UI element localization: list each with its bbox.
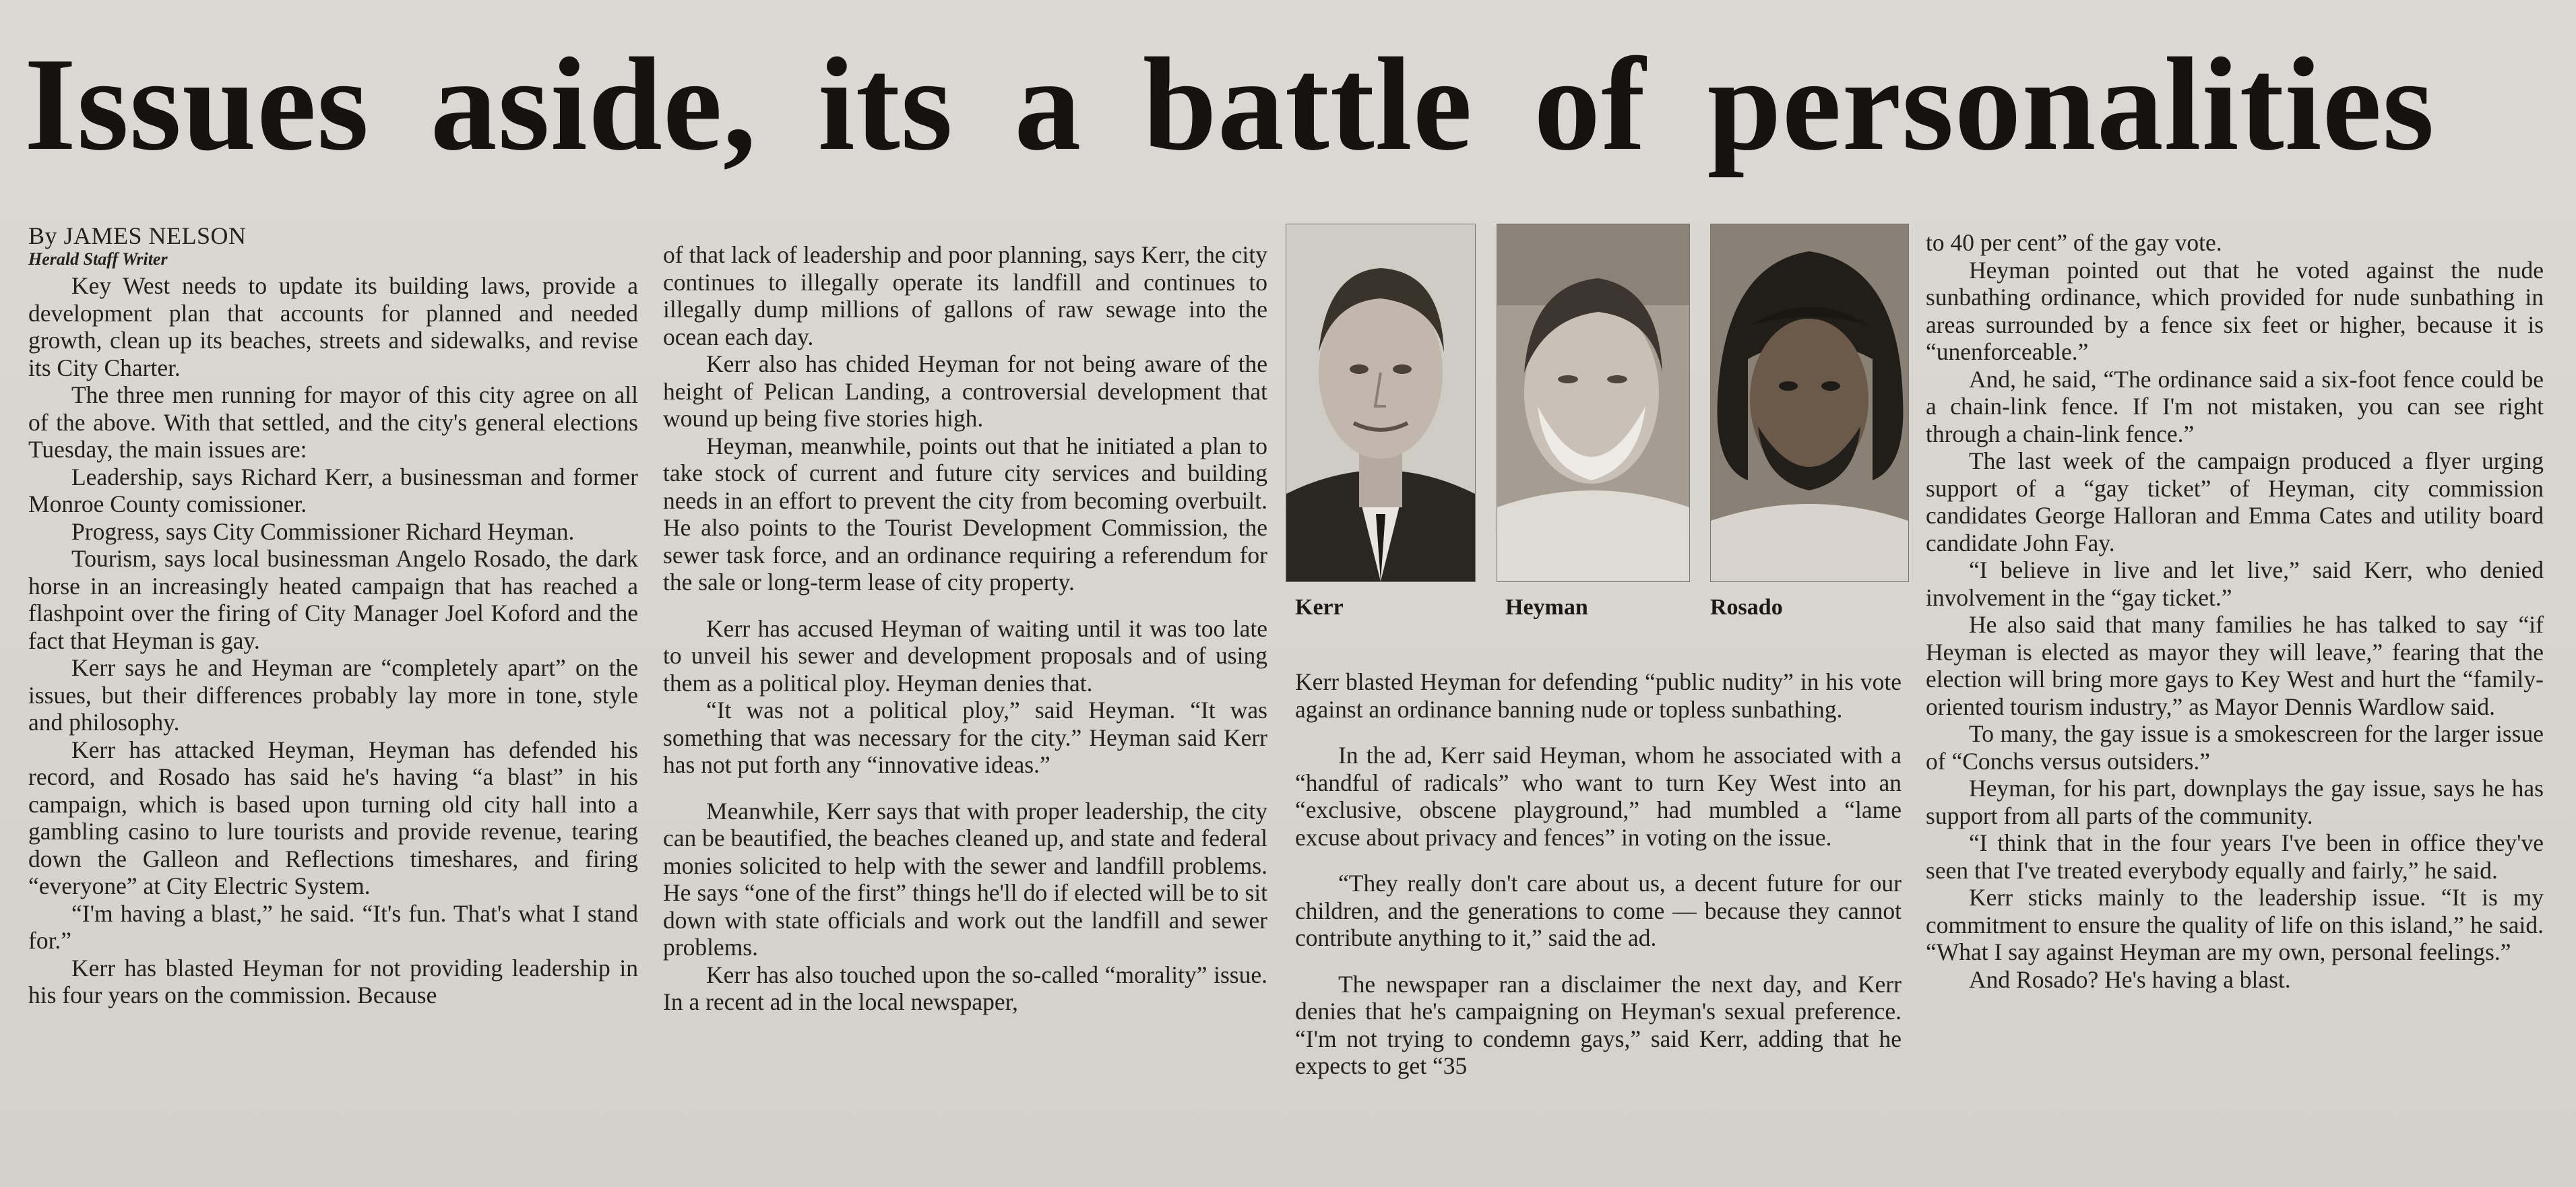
candidate-photos xyxy=(1286,224,1912,641)
paragraph: He also said that many families he has talked to say “if Heyman is elected as mayor they will leave,” fearing that the election will bring more gays to Key West and hurt the “family-oriented tourism industry,” as Mayor Dennis Wardlow said. xyxy=(1926,611,2544,720)
paragraph: And, he said, “The ordinance said a six-foot fence could be a chain-link fence. If I'm not mistaken, you can see right through a chain-link fence.” xyxy=(1926,365,2544,447)
paragraph: “I think that in the four years I've been in office they've seen that I've treated everybody equally and fairly,” he said. xyxy=(1926,829,2544,884)
staff-label: Herald Staff Writer xyxy=(28,249,168,269)
paragraph: “It was not a political ploy,” said Heyman. “It was something that was necessary for the city.” Heyman said Kerr has not put forth any “innovative ideas.” xyxy=(663,697,1267,778)
paragraph: To many, the gay issue is a smokescreen for the larger issue of “Conchs versus outsiders.” xyxy=(1926,720,2544,775)
portrait-heyman-image xyxy=(1497,224,1689,581)
byline: By JAMES NELSON xyxy=(28,222,247,249)
photo-caption-heyman: Heyman xyxy=(1505,595,1588,620)
photo-kerr xyxy=(1286,224,1476,582)
paragraph: The newspaper ran a disclaimer the next day, and Kerr denies that he's campaigning on Heyman's sexual preference. “I'm not trying to condemn gays,” said Kerr, adding that he expects to get “35 xyxy=(1295,970,1902,1079)
portrait-rosado-image xyxy=(1711,224,1908,581)
paragraph: “I believe in live and let live,” said Kerr, who denied involvement in the “gay ticket.” xyxy=(1926,556,2544,611)
paragraph: And Rosado? He's having a blast. xyxy=(1969,965,2291,993)
paragraph: The last week of the campaign produced a flyer urging support of a “gay ticket” of Heyman, city commission candidates George Halloran and Emma Cates and utility board candidate John Fay. xyxy=(1926,447,2544,556)
headline: Issues aside, its a battle of personalities xyxy=(24,30,2435,178)
article-column-3 xyxy=(1295,668,1902,1080)
paragraph: Kerr sticks mainly to the leadership issue. “It is my commitment to ensure the quality of life on this island,” he said. “What I say against Heyman are my own, personal feelings.” xyxy=(1926,884,2544,965)
paragraph: of that lack of leadership and poor planning, says Kerr, the city continues to illegally operate its landfill and continues to illegally dump millions of gallons of raw sewage into the ocean each day. xyxy=(663,241,1267,350)
paragraph: Heyman, for his part, downplays the gay issue, says he has support from all parts of the community. xyxy=(1926,775,2544,829)
paragraph: Tourism, says local businessman Angelo Rosado, the dark horse in an increasingly heated campaign that has reached a flashpoint over the firing of City Manager Joel Koford and the fact that Heyman is gay. xyxy=(28,545,638,654)
paragraph: Kerr says he and Heyman are “completely apart” on the issues, but their differences probably lay more in tone, style and philosophy. xyxy=(28,654,638,736)
paragraph: Leadership, says Richard Kerr, a businessman and former Monroe County comissioner. xyxy=(28,463,638,517)
photo-rosado xyxy=(1710,224,1909,582)
paragraph: Heyman, meanwhile, points out that he initiated a plan to take stock of current and future city services and building needs in an effort to prevent the city from becoming overbuilt. He also points to the Tourist Development Commission, the sewer task force, and an ordinance requiring a referendum for the sale or long-term lease of city property. xyxy=(663,432,1267,596)
photo-caption-rosado: Rosado xyxy=(1710,595,1783,620)
paragraph: Kerr blasted Heyman for defending “public nudity” in his vote against an ordinance banning nude or topless sunbathing. xyxy=(1295,668,1902,723)
paragraph: Kerr also has chided Heyman for not being aware of the height of Pelican Landing, a controversial development that wound up being five stories high. xyxy=(663,350,1267,432)
paragraph: to 40 per cent” of the gay vote. xyxy=(1926,229,2222,256)
photo-heyman xyxy=(1497,224,1690,582)
paragraph: Heyman pointed out that he voted against the nude sunbathing ordinance, which provided for nude sunbathing in areas surrounded by a fence six feet or higher, because it is “unenforceable.” xyxy=(1926,256,2544,365)
article-column-4 xyxy=(1926,229,2544,993)
paragraph: In the ad, Kerr said Heyman, whom he associated with a “handful of radicals” who want to turn Key West into an “exclusive, obscene playground,” had mumbled a “lame excuse about privacy and fences” in voting on the issue. xyxy=(1295,742,1902,851)
paragraph: “I'm having a blast,” he said. “It's fun. That's what I stand for.” xyxy=(28,899,638,954)
paragraph: Kerr has also touched upon the so-called “morality” issue. In a recent ad in the local newspaper, xyxy=(663,961,1267,1015)
paragraph: “They really don't care about us, a decent future for our children, and the generations to come — because they cannot contribute anything to it,” said the ad. xyxy=(1295,870,1902,951)
paragraph: Key West needs to update its building laws, provide a development plan that accounts for planned and needed growth, clean up its beaches, streets and sidewalks, and revise its City Charter. xyxy=(28,272,638,381)
paragraph: The three men running for mayor of this city agree on all of the above. With that settled, and the city's general elections Tuesday, the main issues are: xyxy=(28,381,638,463)
portrait-kerr-image xyxy=(1286,224,1475,581)
paragraph: Kerr has accused Heyman of waiting until it was too late to unveil his sewer and development proposals and of using them as a political ploy. Heyman denies that. xyxy=(663,614,1267,697)
paragraph: Kerr has blasted Heyman for not providing leadership in his four years on the commission. Because xyxy=(28,954,638,1008)
paragraph: Kerr has attacked Heyman, Heyman has defended his record, and Rosado has said he's having “a blast” in his campaign, which is based upon turning old city hall into a gambling casino to lure tourists and provide revenue, tearing down the Galleon and Reflections timeshares, and firing “everyone” at City Electric System. xyxy=(28,736,638,899)
article-column-2 xyxy=(663,241,1267,1016)
article-column-1 xyxy=(28,222,638,1009)
paragraph: Progress, says City Commissioner Richard Heyman. xyxy=(71,517,575,545)
photo-caption-kerr: Kerr xyxy=(1295,595,1344,620)
paragraph: Meanwhile, Kerr says that with proper leadership, the city can be beautified, the beaches cleaned up, and state and federal monies solicited to help with the sewer and landfill problems. He says “one of the first” things he'll do if elected will be to sit down with state officials and work out the landfill and sewer problems. xyxy=(663,797,1267,961)
